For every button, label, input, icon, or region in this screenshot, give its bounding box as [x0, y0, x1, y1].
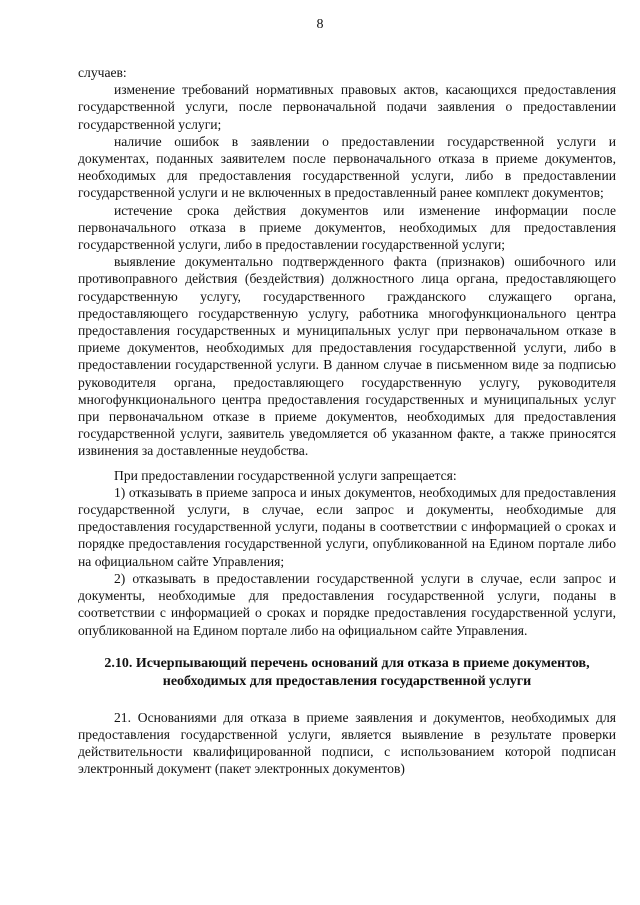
document-body — [78, 64, 616, 778]
list-item: 2) отказывать в предоставлении государственной услуги в случае, если запрос и документы, необходимые для предоставления государственной услуги, поданы в соответствии с информацией о сроках и порядке предоставления государственной услуги, опубликованной на Едином портале либо на официальном сайте Управления. — [78, 570, 616, 638]
section-heading — [78, 655, 616, 691]
paragraph: наличие ошибок в заявлении о предоставлении государственной услуги и документах, поданных заявителем после первоначального отказа в приеме документов, необходимых для предоставления государственной услуги, либо в предоставлении государственной услуги и не включенных в предоставленный ранее комплект документов; — [78, 133, 616, 201]
paragraph: изменение требований нормативных правовых актов, касающихся предоставления государственной услуги, после первоначальной подачи заявления о предоставлении государственной услуги; — [78, 82, 616, 132]
paragraph: случаев: — [78, 65, 127, 80]
section-heading-line: 2.10. Исчерпывающий перечень оснований для отказа в приеме документов, — [104, 655, 590, 671]
spacer — [78, 460, 616, 467]
list-item: 1) отказывать в приеме запроса и иных документов, необходимых для предоставления государственной услуги, в случае, если запрос и документы, необходимые для предоставления государственной услуги, поданы в соответствии с информацией о сроках и порядке предоставления государственной услуги, опубликованной на Едином портале либо на официальном сайте Управления; — [78, 484, 616, 569]
paragraph: При предоставлении государственной услуги запрещается: — [114, 467, 457, 483]
paragraph: истечение срока действия документов или изменение информации после первоначального отказа в приеме документов, необходимых для предоставления государственной услуги, либо в предоставлении государственной услуги; — [78, 202, 616, 253]
page-number: 8 — [316, 17, 324, 32]
paragraph: выявление документально подтвержденного факта (признаков) ошибочного или противоправного действия (бездействия) должностного лица органа, предоставляющего государственную услугу, государственного гражданского служащего органа, предоставляющего государственную услугу, работника многофункционального центра предоставления государственных и муниципальных услуг при первоначальном отказе в приеме документов, необходимых для предоставления государственной услуги, либо в предоставлении государственной услуги. В данном случае в письменном виде за подписью руководителя органа, предоставляющего государственную услугу, руководителя многофункционального центра предоставления государственных и муниципальных услуг при первоначальном отказе в приеме документов, необходимых для предоставления государственной услуги, заявитель уведомляется об указанном факте, а также приносятся извинения за доставленные неудобства. — [78, 254, 616, 459]
paragraph: 21. Основаниями для отказа в приеме заявления и документов, необходимых для предоставления государственной услуги, является выявление в результате проверки действительности квалифицированной подписи, с использованием которой подписан электронный документ (пакет электронных документов) — [78, 709, 616, 777]
section-heading-line: необходимых для предоставления государственной услуги — [162, 673, 532, 689]
